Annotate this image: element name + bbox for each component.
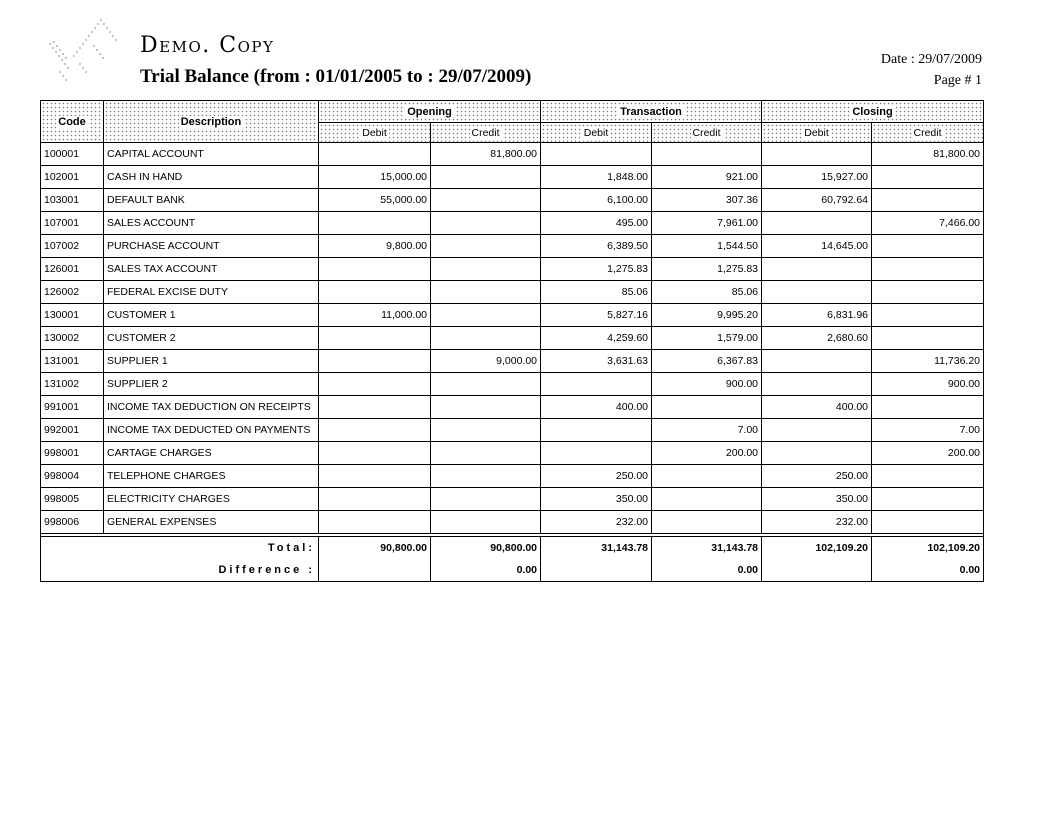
table-row	[41, 327, 984, 350]
cell-opening-credit	[431, 189, 541, 212]
cell-transaction-debit: 6,389.50	[541, 235, 652, 258]
cell-transaction-credit: 6,367.83	[652, 350, 762, 373]
table-body	[41, 143, 984, 534]
cell-transaction-debit	[541, 143, 652, 166]
difference-opening-debit	[319, 559, 431, 582]
total-transaction-credit: 31,143.78	[652, 537, 762, 560]
difference-row	[41, 559, 984, 582]
company-logo	[44, 16, 124, 86]
cell-transaction-debit: 6,100.00	[541, 189, 652, 212]
cell-description: GENERAL EXPENSES	[104, 511, 319, 534]
cell-opening-credit	[431, 281, 541, 304]
cell-closing-credit	[872, 258, 984, 281]
cell-code: 131001	[41, 350, 104, 373]
cell-opening-debit	[319, 396, 431, 419]
cell-code: 131002	[41, 373, 104, 396]
cell-code: 998006	[41, 511, 104, 534]
cell-closing-credit	[872, 465, 984, 488]
cell-transaction-credit: 1,579.00	[652, 327, 762, 350]
cell-description: CUSTOMER 2	[104, 327, 319, 350]
cell-closing-credit	[872, 281, 984, 304]
cell-opening-debit	[319, 465, 431, 488]
cell-opening-debit	[319, 143, 431, 166]
cell-transaction-debit	[541, 419, 652, 442]
cell-opening-credit	[431, 258, 541, 281]
cell-code: 998005	[41, 488, 104, 511]
cell-closing-debit	[762, 212, 872, 235]
cell-code: 998001	[41, 442, 104, 465]
cell-transaction-debit: 250.00	[541, 465, 652, 488]
col-header-transaction-credit: Credit	[652, 123, 762, 143]
cell-opening-credit	[431, 235, 541, 258]
cell-description: PURCHASE ACCOUNT	[104, 235, 319, 258]
cell-transaction-debit: 4,259.60	[541, 327, 652, 350]
cell-closing-debit	[762, 258, 872, 281]
cell-transaction-credit	[652, 396, 762, 419]
col-header-code: Code	[41, 101, 104, 143]
cell-transaction-credit: 1,544.50	[652, 235, 762, 258]
cell-opening-debit	[319, 373, 431, 396]
table-row	[41, 442, 984, 465]
difference-closing-debit	[762, 559, 872, 582]
total-closing-credit: 102,109.20	[872, 537, 984, 560]
cell-closing-credit	[872, 189, 984, 212]
cell-description: CASH IN HAND	[104, 166, 319, 189]
cell-closing-credit: 11,736.20	[872, 350, 984, 373]
cell-description: CARTAGE CHARGES	[104, 442, 319, 465]
cell-opening-debit	[319, 258, 431, 281]
cell-closing-credit: 7.00	[872, 419, 984, 442]
cell-opening-credit	[431, 327, 541, 350]
cell-opening-credit	[431, 304, 541, 327]
table-row	[41, 304, 984, 327]
cell-transaction-debit: 232.00	[541, 511, 652, 534]
group-header-transaction: Transaction	[541, 101, 762, 123]
cell-transaction-debit: 350.00	[541, 488, 652, 511]
cell-opening-debit	[319, 488, 431, 511]
cell-closing-debit	[762, 419, 872, 442]
cell-closing-credit: 7,466.00	[872, 212, 984, 235]
cell-closing-debit	[762, 350, 872, 373]
report-title: Trial Balance (from : 01/01/2005 to : 29/07/2009)	[140, 66, 532, 87]
col-header-closing-debit: Debit	[762, 123, 872, 143]
cell-code: 107001	[41, 212, 104, 235]
cell-transaction-credit: 900.00	[652, 373, 762, 396]
cell-opening-debit	[319, 511, 431, 534]
cell-transaction-credit	[652, 143, 762, 166]
cell-closing-debit: 15,927.00	[762, 166, 872, 189]
cell-opening-debit	[319, 442, 431, 465]
cell-closing-credit	[872, 488, 984, 511]
table-row	[41, 511, 984, 534]
cell-transaction-credit	[652, 511, 762, 534]
cell-code: 130002	[41, 327, 104, 350]
cell-code: 992001	[41, 419, 104, 442]
cell-transaction-credit	[652, 488, 762, 511]
cell-opening-debit	[319, 350, 431, 373]
table-row	[41, 143, 984, 166]
cell-closing-debit: 400.00	[762, 396, 872, 419]
cell-transaction-debit: 1,848.00	[541, 166, 652, 189]
cell-closing-debit	[762, 373, 872, 396]
cell-closing-credit	[872, 396, 984, 419]
difference-opening-credit: 0.00	[431, 559, 541, 582]
cell-code: 107002	[41, 235, 104, 258]
cell-transaction-debit: 85.06	[541, 281, 652, 304]
difference-transaction-debit	[541, 559, 652, 582]
cell-closing-debit	[762, 281, 872, 304]
cell-transaction-credit: 921.00	[652, 166, 762, 189]
col-header-description: Description	[104, 101, 319, 143]
cell-opening-credit	[431, 488, 541, 511]
difference-transaction-credit: 0.00	[652, 559, 762, 582]
cell-code: 991001	[41, 396, 104, 419]
table-row	[41, 350, 984, 373]
table-row	[41, 465, 984, 488]
cell-opening-debit: 15,000.00	[319, 166, 431, 189]
table-row	[41, 373, 984, 396]
cell-transaction-debit: 3,631.63	[541, 350, 652, 373]
cell-transaction-debit: 5,827.16	[541, 304, 652, 327]
cell-transaction-credit: 9,995.20	[652, 304, 762, 327]
cell-closing-debit	[762, 143, 872, 166]
cell-transaction-credit: 307.36	[652, 189, 762, 212]
cell-closing-debit: 250.00	[762, 465, 872, 488]
cell-transaction-debit: 1,275.83	[541, 258, 652, 281]
col-header-opening-credit: Credit	[431, 123, 541, 143]
company-name: Demo. Copy	[140, 33, 275, 58]
cell-code: 130001	[41, 304, 104, 327]
cell-opening-credit	[431, 419, 541, 442]
group-header-closing: Closing	[762, 101, 984, 123]
cell-description: CAPITAL ACCOUNT	[104, 143, 319, 166]
cell-opening-debit	[319, 327, 431, 350]
cell-transaction-debit: 495.00	[541, 212, 652, 235]
cell-code: 126002	[41, 281, 104, 304]
cell-opening-credit	[431, 465, 541, 488]
table-summary	[41, 534, 984, 582]
cell-closing-debit: 2,680.60	[762, 327, 872, 350]
cell-closing-credit	[872, 511, 984, 534]
difference-label: Difference :	[41, 559, 319, 582]
cell-code: 100001	[41, 143, 104, 166]
cell-description: SALES TAX ACCOUNT	[104, 258, 319, 281]
table-row	[41, 396, 984, 419]
cell-code: 102001	[41, 166, 104, 189]
cell-closing-debit: 6,831.96	[762, 304, 872, 327]
total-row	[41, 537, 984, 560]
cell-closing-debit	[762, 442, 872, 465]
cell-opening-credit	[431, 166, 541, 189]
cell-transaction-credit	[652, 465, 762, 488]
cell-description: INCOME TAX DEDUCTION ON RECEIPTS	[104, 396, 319, 419]
cell-description: ELECTRICITY CHARGES	[104, 488, 319, 511]
cell-description: DEFAULT BANK	[104, 189, 319, 212]
cell-transaction-credit: 1,275.83	[652, 258, 762, 281]
table-row	[41, 212, 984, 235]
total-opening-debit: 90,800.00	[319, 537, 431, 560]
cell-closing-credit	[872, 327, 984, 350]
cell-description: SUPPLIER 1	[104, 350, 319, 373]
cell-closing-credit	[872, 235, 984, 258]
cell-opening-credit	[431, 442, 541, 465]
cell-opening-debit	[319, 419, 431, 442]
total-label: Total:	[41, 537, 319, 560]
total-opening-credit: 90,800.00	[431, 537, 541, 560]
cell-transaction-credit: 7,961.00	[652, 212, 762, 235]
cell-opening-credit: 81,800.00	[431, 143, 541, 166]
cell-closing-debit: 14,645.00	[762, 235, 872, 258]
cell-opening-debit	[319, 281, 431, 304]
cell-code: 103001	[41, 189, 104, 212]
cell-opening-debit: 9,800.00	[319, 235, 431, 258]
cell-closing-credit	[872, 304, 984, 327]
cell-description: CUSTOMER 1	[104, 304, 319, 327]
cell-code: 126001	[41, 258, 104, 281]
report-date: Date : 29/07/2009	[880, 52, 982, 67]
cell-opening-credit	[431, 373, 541, 396]
cell-transaction-debit	[541, 373, 652, 396]
cell-transaction-debit: 400.00	[541, 396, 652, 419]
table-row	[41, 419, 984, 442]
cell-closing-debit: 60,792.64	[762, 189, 872, 212]
table-row	[41, 189, 984, 212]
group-header-opening: Opening	[319, 101, 541, 123]
cell-description: TELEPHONE CHARGES	[104, 465, 319, 488]
difference-closing-credit: 0.00	[872, 559, 984, 582]
table-row	[41, 258, 984, 281]
col-header-opening-debit: Debit	[319, 123, 431, 143]
cell-closing-credit: 900.00	[872, 373, 984, 396]
table-row	[41, 281, 984, 304]
cell-code: 998004	[41, 465, 104, 488]
cell-transaction-credit: 85.06	[652, 281, 762, 304]
table-row	[41, 235, 984, 258]
cell-description: SUPPLIER 2	[104, 373, 319, 396]
cell-closing-debit: 232.00	[762, 511, 872, 534]
col-header-transaction-debit: Debit	[541, 123, 652, 143]
page-number: Page # 1	[933, 73, 982, 88]
total-closing-debit: 102,109.20	[762, 537, 872, 560]
cell-transaction-credit: 7.00	[652, 419, 762, 442]
col-header-closing-credit: Credit	[872, 123, 984, 143]
cell-opening-credit: 9,000.00	[431, 350, 541, 373]
cell-description: SALES ACCOUNT	[104, 212, 319, 235]
cell-opening-debit: 11,000.00	[319, 304, 431, 327]
cell-opening-credit	[431, 396, 541, 419]
cell-opening-credit	[431, 212, 541, 235]
cell-opening-credit	[431, 511, 541, 534]
table-row	[41, 166, 984, 189]
cell-description: FEDERAL EXCISE DUTY	[104, 281, 319, 304]
cell-closing-credit	[872, 166, 984, 189]
cell-opening-debit: 55,000.00	[319, 189, 431, 212]
cell-transaction-debit	[541, 442, 652, 465]
cell-closing-credit: 200.00	[872, 442, 984, 465]
trial-balance-table	[40, 100, 984, 582]
cell-transaction-credit: 200.00	[652, 442, 762, 465]
total-transaction-debit: 31,143.78	[541, 537, 652, 560]
cell-closing-debit: 350.00	[762, 488, 872, 511]
cell-description: INCOME TAX DEDUCTED ON PAYMENTS	[104, 419, 319, 442]
table-row	[41, 488, 984, 511]
cell-closing-credit: 81,800.00	[872, 143, 984, 166]
cell-opening-debit	[319, 212, 431, 235]
